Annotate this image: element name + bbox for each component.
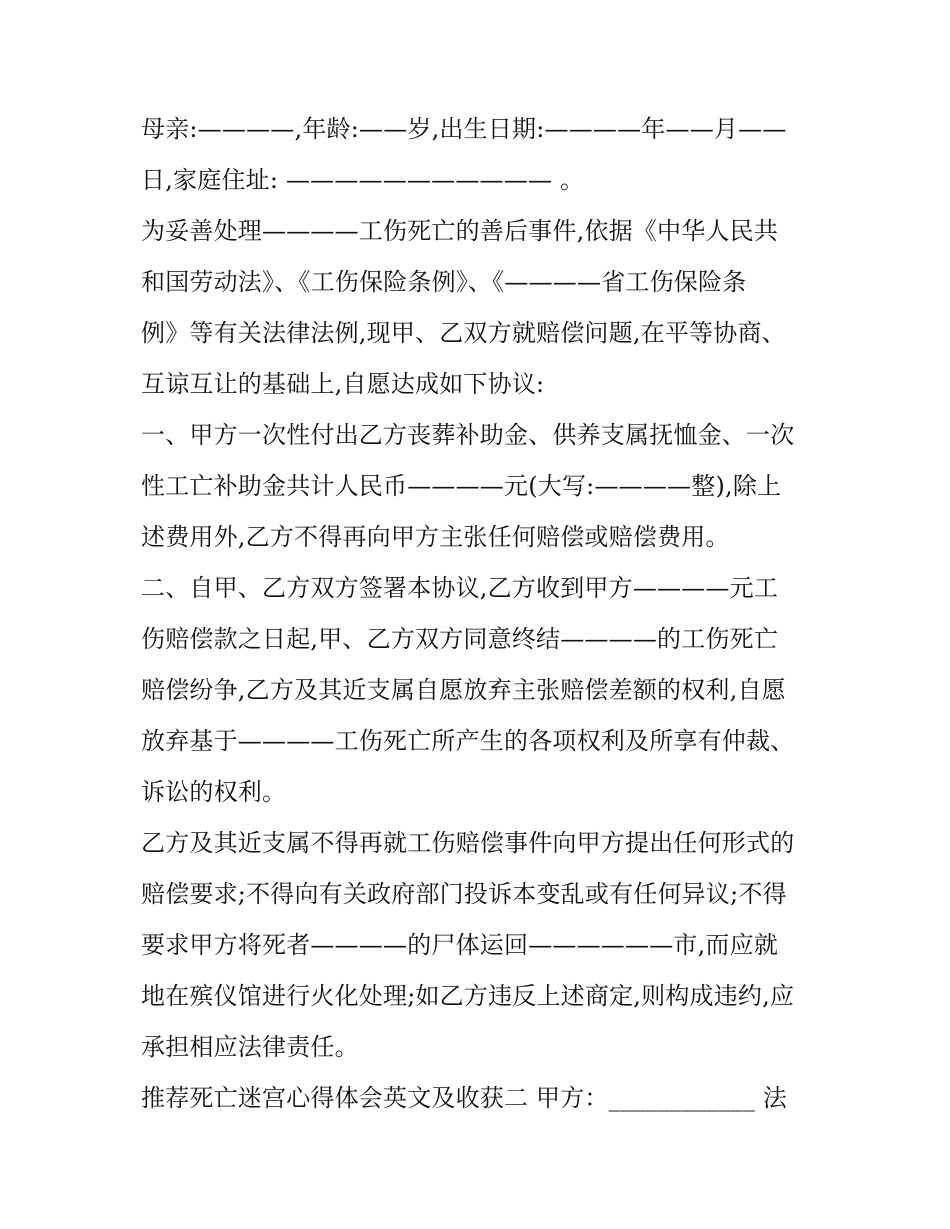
text-line: 性工亡补助金共计人民币————元(大写:————整),除上 xyxy=(141,472,782,500)
agreement-text xyxy=(141,104,831,1124)
text-line: 诉讼的权利。 xyxy=(141,778,287,806)
text-line: 地在殡仪馆进行火化处理;如乙方违反上述商定,则构成违约,应 xyxy=(141,982,795,1010)
text-line: 为妥善处理————工伤死亡的善后事件,依据《中华人民共 xyxy=(141,217,779,245)
text-line: 互谅互让的基础上,自愿达成如下协议: xyxy=(141,370,545,398)
text-line: 放弃基于————工伤死亡所产生的各项权利及所享有仲裁、 xyxy=(141,727,795,755)
text-line: 承担相应法律责任。 xyxy=(141,1033,359,1061)
text-line: 母亲:————,年龄:——岁,出生日期:————年——月—— xyxy=(141,115,787,143)
text-line: 和国劳动法》、《工伤保险条例》、《————省工伤保险条 xyxy=(141,268,747,296)
text-line: 述费用外,乙方不得再向甲方主张任何赔偿或赔偿费用。 xyxy=(141,523,730,551)
text-line: 赔偿纷争,乙方及其近支属自愿放弃主张赔偿差额的权利,自愿 xyxy=(141,676,786,704)
text-line: 一、甲方一次性付出乙方丧葬补助金、供养支属抚恤金、一次 xyxy=(141,421,795,449)
text-line: 要求甲方将死者————的尸体运回——————市,而应就 xyxy=(141,931,779,959)
text-line: 乙方及其近支属不得再就工伤赔偿事件向甲方提出任何形式的 xyxy=(141,829,795,857)
text-line: 伤赔偿款之日起,甲、乙方双方同意终结————的工伤死亡 xyxy=(141,625,779,653)
text-line: 推荐死亡迷宫心得体会英文及收获二 甲方：____________ 法 xyxy=(141,1084,788,1112)
text-line: 日,家庭住址: ——————————— 。 xyxy=(141,166,585,194)
text-line: 赔偿要求;不得向有关政府部门投诉本变乱或有任何异议;不得 xyxy=(141,880,787,908)
text-line: 二、自甲、乙方双方签署本协议,乙方收到甲方————元工 xyxy=(141,574,779,602)
text-line: 例》等有关法律法例,现甲、乙双方就赔偿问题,在平等协商、 xyxy=(141,319,786,347)
